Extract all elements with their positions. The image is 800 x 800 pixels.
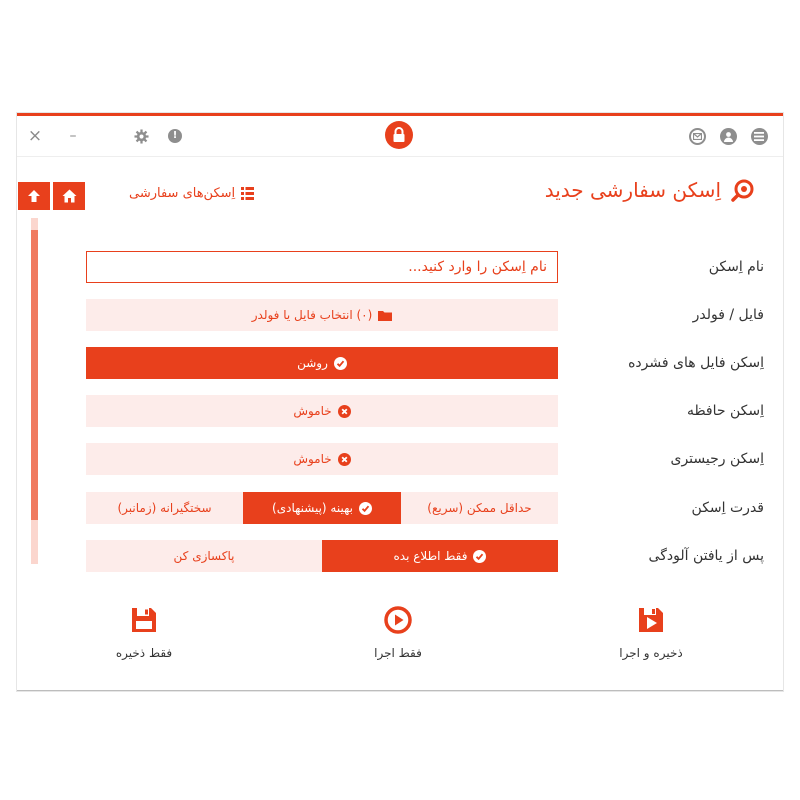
memory-scan-row bbox=[86, 395, 764, 427]
page-title bbox=[545, 178, 755, 202]
compressed-scan-toggle[interactable] bbox=[86, 347, 558, 379]
registry-scan-value: خاموش bbox=[293, 452, 332, 466]
save-only-button[interactable] bbox=[84, 606, 204, 668]
memory-scan-label: اِسکن حافظه bbox=[686, 403, 764, 419]
menu-icon bbox=[751, 128, 768, 145]
after-infection-label: پس از یافتن آلودگی bbox=[648, 548, 764, 564]
select-file-label: (۰) انتخاب فایل یا فولدر bbox=[251, 308, 373, 322]
account-button[interactable] bbox=[716, 124, 740, 148]
file-folder-row bbox=[86, 299, 764, 331]
run-only-label: فقط اجرا bbox=[374, 646, 422, 660]
app-window bbox=[17, 113, 783, 691]
play-circle-icon bbox=[384, 606, 412, 634]
file-folder-label: فایل / فولدر bbox=[692, 307, 764, 323]
scan-target-icon bbox=[731, 178, 755, 202]
infection-option-notify[interactable] bbox=[322, 540, 558, 572]
registry-scan-row bbox=[86, 443, 764, 475]
close-icon: × bbox=[27, 126, 43, 146]
save-play-icon bbox=[637, 606, 665, 634]
scan-name-input[interactable] bbox=[86, 251, 558, 283]
up-button[interactable] bbox=[18, 182, 50, 210]
info-icon: ! bbox=[168, 129, 182, 143]
power-option-fast-label: حداقل ممکن (سریع) bbox=[427, 501, 532, 515]
power-option-strict[interactable] bbox=[86, 492, 243, 524]
power-option-fast[interactable] bbox=[401, 492, 558, 524]
custom-scans-label: اِسکن‌های سفارشی bbox=[129, 186, 236, 201]
save-only-label: فقط ذخیره bbox=[115, 646, 173, 660]
memory-scan-value: خاموش bbox=[293, 404, 332, 418]
after-infection-row bbox=[86, 540, 764, 572]
list-icon bbox=[241, 187, 254, 200]
messages-button[interactable] bbox=[685, 124, 709, 148]
infection-option-notify-label: فقط اطلاع بده bbox=[393, 549, 468, 563]
registry-scan-label: اِسکن رجیستری bbox=[670, 451, 764, 467]
lock-icon bbox=[385, 121, 413, 149]
menu-button[interactable] bbox=[747, 124, 771, 148]
page-title-text: اِسکن سفارشی جدید bbox=[544, 178, 721, 202]
check-circle-icon bbox=[473, 550, 486, 563]
power-option-strict-label: سختگیرانه (زمانبر) bbox=[117, 501, 212, 515]
home-icon bbox=[62, 189, 77, 203]
arrow-up-icon bbox=[27, 189, 41, 203]
settings-button[interactable] bbox=[129, 124, 153, 148]
save-and-run-label: ذخیره و اجرا bbox=[619, 646, 683, 660]
folder-icon bbox=[378, 310, 392, 321]
infection-option-clean-label: پاکسازی کن bbox=[173, 549, 235, 563]
minimize-button[interactable] bbox=[61, 124, 85, 148]
power-option-optimal-label: بهینه (پیشنهادی) bbox=[272, 501, 353, 515]
user-icon bbox=[720, 128, 737, 145]
gear-icon bbox=[134, 129, 149, 144]
save-icon bbox=[130, 606, 158, 634]
scan-name-row bbox=[86, 251, 764, 283]
compressed-scan-label: اِسکن فایل های فشرده bbox=[628, 355, 764, 371]
scan-power-label: قدرت اِسکن bbox=[691, 500, 764, 516]
home-button[interactable] bbox=[53, 182, 85, 210]
x-circle-icon bbox=[338, 453, 351, 466]
mail-icon bbox=[689, 128, 706, 145]
info-button[interactable] bbox=[163, 124, 187, 148]
minimize-icon: – bbox=[69, 128, 77, 144]
scan-name-label: نام اِسکن bbox=[708, 259, 764, 275]
title-bar bbox=[17, 116, 783, 157]
x-circle-icon bbox=[338, 405, 351, 418]
custom-scans-link[interactable] bbox=[129, 186, 254, 201]
run-only-button[interactable] bbox=[338, 606, 458, 668]
check-circle-icon bbox=[334, 357, 347, 370]
memory-scan-toggle[interactable] bbox=[86, 395, 558, 427]
select-file-button[interactable] bbox=[86, 299, 558, 331]
save-and-run-button[interactable] bbox=[591, 606, 711, 668]
scan-power-row bbox=[86, 492, 764, 524]
power-option-optimal[interactable] bbox=[243, 492, 401, 524]
infection-option-clean[interactable] bbox=[86, 540, 322, 572]
compressed-scan-row bbox=[86, 347, 764, 379]
registry-scan-toggle[interactable] bbox=[86, 443, 558, 475]
compressed-scan-value: روشن bbox=[297, 356, 328, 370]
close-button[interactable] bbox=[23, 124, 47, 148]
scrollbar-thumb[interactable] bbox=[31, 230, 38, 520]
check-circle-icon bbox=[359, 502, 372, 515]
scrollbar[interactable] bbox=[31, 218, 38, 564]
